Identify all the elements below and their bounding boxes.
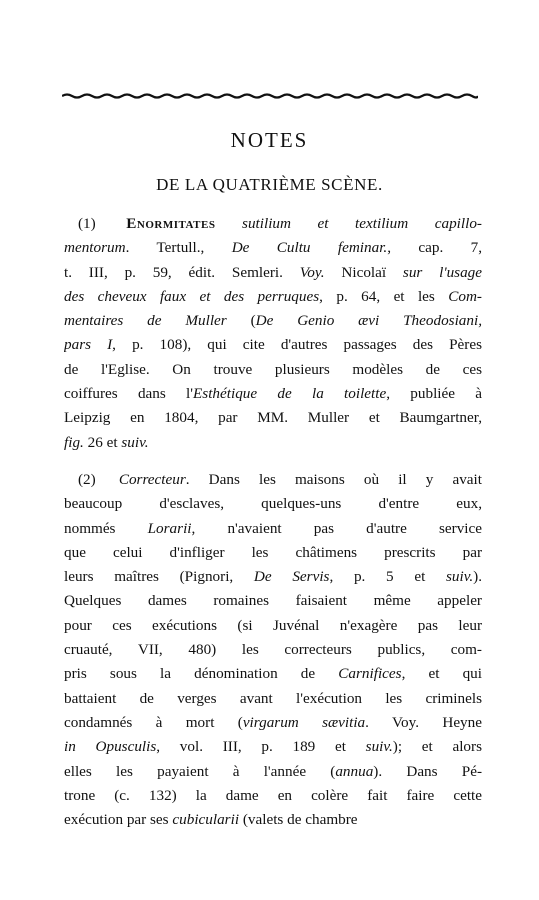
footnote-line — [64, 808, 482, 832]
footnote-number: (2) — [78, 470, 115, 488]
footnote-text: , p. 5 et — [329, 568, 446, 586]
footnote-line — [64, 492, 482, 516]
footnote-text: Nicolaï — [324, 263, 403, 281]
footnote-text: exécution par ses — [64, 811, 173, 829]
footnote-line — [64, 358, 482, 382]
footnote-text: t. III, p. 59, édit. Semleri. — [64, 263, 300, 281]
footnote-line — [64, 333, 482, 357]
footnote-text: , vol. III, p. 189 et — [156, 738, 366, 756]
footnote-line — [64, 662, 482, 686]
footnote-line — [64, 212, 482, 236]
footnote-text: De Cultu feminar. — [231, 239, 388, 257]
footnote-text: virgarum sævitia — [242, 713, 366, 731]
footnote-text: suiv. — [121, 433, 149, 451]
footnote-text: mentorum — [64, 239, 126, 257]
footnote-line — [64, 589, 482, 613]
page-title: NOTES — [230, 128, 309, 152]
footnote-line — [64, 431, 482, 455]
footnote-line — [64, 565, 482, 589]
decorative-wavy-rule — [62, 93, 478, 99]
footnote-text: De Genio ævi Theodosiani, — [255, 312, 482, 330]
footnote-line — [64, 285, 482, 309]
footnote-text: . Dans les maisons où il y avait — [185, 470, 482, 488]
footnote-text: annua — [335, 762, 374, 780]
footnote-text: cruauté, VII, 480) les correcteurs publics, com- — [64, 641, 482, 659]
footnote-headword: Enormitates — [126, 215, 216, 232]
footnote-text: ). Dans Pé- — [373, 762, 482, 780]
footnote-text: , et qui — [401, 665, 482, 683]
footnote-text: nommés — [64, 519, 148, 537]
footnote-text: beaucoup d'esclaves, quelques-uns d'entre eux, — [64, 495, 482, 513]
footnote-line — [64, 517, 482, 541]
footnote-text: Correcteur — [118, 470, 186, 488]
footnote-text: condamnés à mort ( — [64, 713, 243, 731]
footnote-line — [64, 760, 482, 784]
footnote-text: mentaires de Muller — [64, 312, 227, 330]
footnote-text: pour ces exécutions (si Juvénal n'exagère pas leur — [64, 616, 482, 634]
footnote-text: sur l'usage — [402, 263, 482, 281]
footnote-line — [64, 735, 482, 759]
footnote-text: Carnifices — [338, 665, 402, 683]
footnote-text: Esthétique de la toilette — [193, 385, 387, 403]
footnote-text: ). — [473, 568, 482, 586]
footnote-text: (valets de chambre — [239, 811, 358, 829]
footnote-text: battaient de verges avant l'exécution les criminels — [64, 689, 482, 707]
footnote-text: leurs maîtres (Pignori, — [64, 568, 254, 586]
footnote-line — [64, 236, 482, 260]
footnote-text: suiv. — [446, 568, 474, 586]
footnote-text: ( — [226, 312, 256, 330]
footnote-text: sutilium et textilium capillo- — [215, 215, 482, 232]
footnote-line — [64, 687, 482, 711]
footnote-line — [64, 541, 482, 565]
footnote-line — [64, 406, 482, 430]
footnote-text: pars I — [64, 336, 113, 354]
footnote-line — [64, 638, 482, 662]
footnote-text: , p. 64, et les — [319, 287, 449, 305]
footnote-text: suiv. — [365, 738, 393, 756]
footnote-number: (1) — [78, 215, 123, 232]
footnote-text: Leipzig en 1804, par MM. Muller et Baumgartner, — [64, 409, 482, 427]
footnote-text: 26 et — [83, 433, 122, 451]
footnote-text: coiffures dans l' — [64, 385, 194, 403]
footnote — [64, 468, 482, 832]
page-subtitle: DE LA QUATRIÈME SCÈNE. — [156, 175, 383, 194]
footnote-text: des cheveux faux et des perruques — [64, 287, 320, 305]
footnote-text: pris sous la dénomination de — [64, 665, 339, 683]
footnote-line — [64, 261, 482, 285]
footnote-text: Voy. — [299, 263, 325, 281]
footnote-text: que celui d'infliger les châtimens prescrits par — [64, 543, 482, 561]
footnote-text: , cap. 7, — [387, 239, 482, 257]
footnote-line — [64, 614, 482, 638]
notes-list — [64, 212, 482, 832]
footnote-text: , n'avaient pas d'autre service — [191, 519, 482, 537]
footnote-text: trone (c. 132) la dame en colère fait faire cette — [64, 786, 482, 804]
footnote-text: cubicularii — [172, 811, 240, 829]
footnote-text: . Tertull., — [125, 239, 232, 257]
footnote-text: De Servis — [253, 568, 330, 586]
footnote-text: Com- — [448, 287, 482, 305]
footnote-text: Lorarii — [147, 519, 192, 537]
footnote-line — [64, 711, 482, 735]
footnote-line — [64, 784, 482, 808]
footnote-text: elles les payaient à l'année ( — [64, 762, 336, 780]
footnote-text: , publiée à — [386, 385, 482, 403]
footnote — [64, 212, 482, 455]
footnote-text: fig. — [64, 433, 84, 451]
footnote-text: de l'Eglise. On trouve plusieurs modèles de ces — [64, 360, 482, 378]
footnote-text: , p. 108), qui cite d'autres passages des Pères — [112, 336, 482, 354]
footnote-text: Quelques dames romaines faisaient même appeler — [64, 592, 482, 610]
footnote-line — [64, 382, 482, 406]
footnote-line — [64, 468, 482, 492]
footnote-text: in Opusculis — [64, 738, 157, 756]
footnote-text: . Voy. Heyne — [365, 713, 482, 731]
footnote-text: ); et alors — [392, 738, 482, 756]
footnote-line — [64, 309, 482, 333]
